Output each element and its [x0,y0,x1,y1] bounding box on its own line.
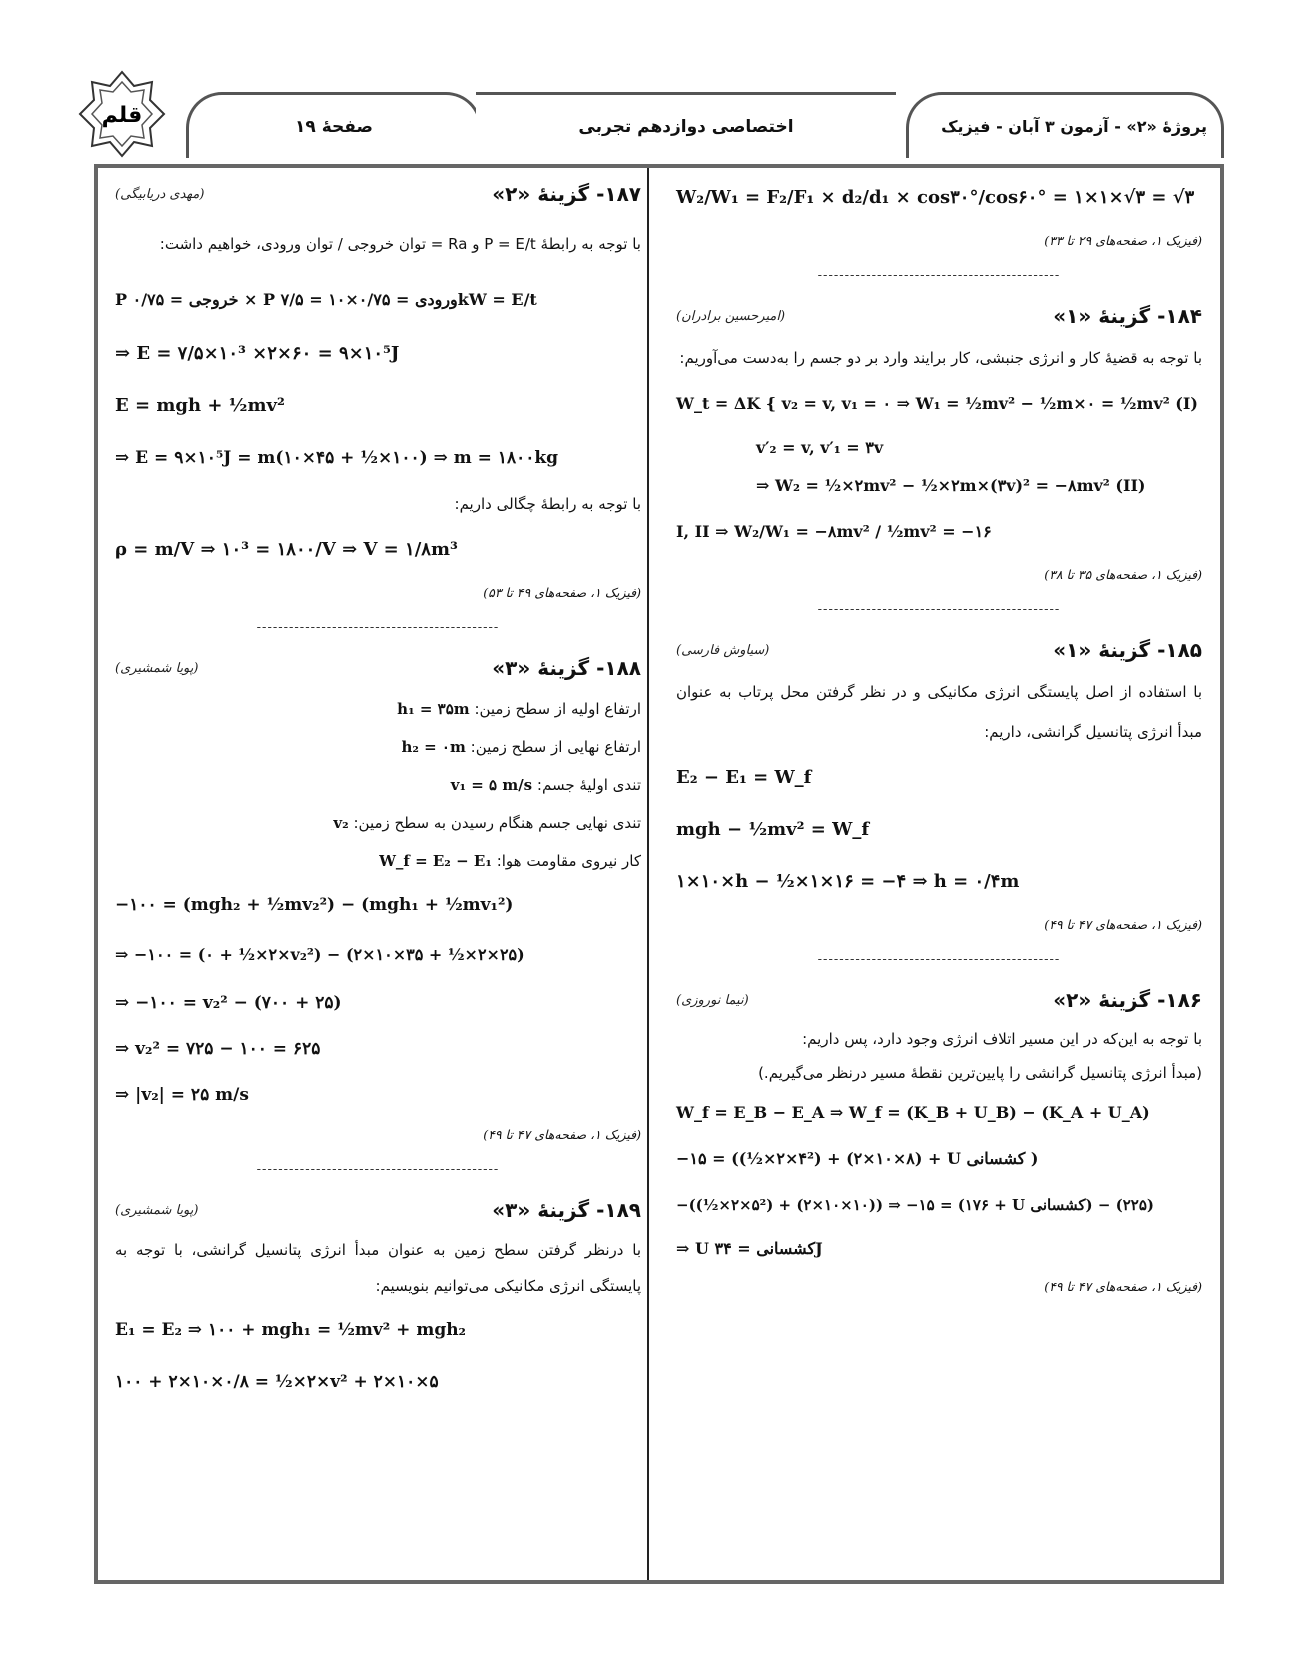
separator: --------------------------------------------- [817,952,1061,967]
answer-title: ۱۸۷- گزینهٔ «۲» [492,182,641,206]
answer-189 [115,1188,641,1408]
answer-186 [676,978,1202,1304]
source-reference: (فیزیک ۱، صفحه‌های ۲۹ تا ۳۳) [1044,233,1202,248]
equation: W₂/W₁ = F₂/F₁ × d₂/d₁ × cos۳۰°/cos۶۰° = ۱×۱×√۳ = √۳ [676,187,1195,208]
author: (امیرحسین برادران) [676,308,786,324]
equation: W_f = E_B − E_A ⇒ W_f = (K_B + U_B) − (K_A + U_A) [676,1103,1150,1122]
equation: I, II ⇒ W₂/W₁ = −۸mv² / ½mv² = −۱۶ [676,522,992,541]
author: (پویا شمشیری) [115,1202,199,1218]
right-column [676,172,1202,1304]
answer-title: ۱۸۶- گزینهٔ «۲» [1053,988,1202,1012]
source-reference: (فیزیک ۱، صفحه‌های ۴۹ تا ۵۳) [483,585,641,600]
equation: ⇒ E = ۷/۵×۱۰³ ×۲×۶۰ = ۹×۱۰⁵J [115,343,400,364]
left-column [115,172,641,1408]
paragraph: با توجه به قضیهٔ کار و انرژی جنبشی، کار برایند وارد بر دو جسم را به‌دست می‌آوریم: [679,349,1202,367]
equation: ρ = m/V ⇒ ۱۰³ = ۱۸۰۰/V ⇒ V = ۱/۸m³ [115,539,458,560]
equation: ⇒ U کشسانی = ۳۴J [676,1239,823,1258]
paragraph: (مبدأ انرژی پتانسیل گرانشی را پایین‌ترین نقطهٔ مسیر درنظر می‌گیریم.) [758,1064,1202,1082]
author: (پویا شمشیری) [115,660,199,676]
equation: ⇒ |v₂| = ۲۵ m/s [115,1085,249,1105]
equation: mgh − ½mv² = W_f [676,819,870,840]
author: (مهدی دریابیگی) [115,186,205,202]
paragraph: با استفاده از اصل پایستگی انرژی مکانیکی و در نظر گرفتن محل پرتاب به عنوان مبدأ انرژی پتانسیل گرانشی، داریم: [676,683,1202,741]
equation: ⇒ −۱۰۰ = (۰ + ½×۲×v₂²) − (۲×۱۰×۳۵ + ½×۲×۲۵) [115,945,525,964]
separator: --------------------------------------------- [817,602,1061,617]
source-reference: (فیزیک ۱، صفحه‌های ۴۷ تا ۴۹) [1044,1279,1202,1294]
paragraph: با درنظر گرفتن سطح زمین به عنوان مبدأ انرژی پتانسیل گرانشی، با توجه به پایستگی انرژی مکانیکی می‌توانیم بنویسیم: [115,1241,641,1295]
variable-line: ارتفاع اولیه از سطح زمین: h₁ = ۳۵m [397,700,641,718]
equation: ⇒ v₂² = ۷۲۵ − ۱۰۰ = ۶۲۵ [115,1039,321,1059]
variable-line: تندی نهایی جسم هنگام رسیدن به سطح زمین: v₂ [333,814,641,832]
svg-text:قلم: قلم [101,103,143,128]
equation: ۱۰۰ + ۲×۱۰×۰/۸ = ½×۲×v² + ۲×۱۰×۵ [115,1372,439,1392]
answer-title: ۱۸۹- گزینهٔ «۳» [492,1198,641,1222]
source-reference: (فیزیک ۱، صفحه‌های ۳۵ تا ۳۸) [1044,567,1202,582]
column-divider [647,168,649,1580]
equation: ⇒ W₂ = ½×۲mv² − ½×۲m×(۳v)² = −۸mv² (II) [756,476,1146,495]
source-reference: (فیزیک ۱، صفحه‌های ۴۷ تا ۴۹) [1044,917,1202,932]
exam-title: اختصاصی دوازدهم تجربی [578,116,794,137]
answer-185 [676,628,1202,978]
separator: --------------------------------------------- [256,1162,500,1177]
answer-188 [115,646,641,1188]
answer-184 [676,294,1202,628]
variable-line: کار نیروی مقاومت هوا: W_f = E₂ − E₁ [379,852,641,870]
answer-187 [115,172,641,646]
equation: ⇒ E = ۹×۱۰⁵J = m(۱۰×۴۵ + ½×۱۰۰) ⇒ m = ۱۸۰۰kg [115,448,559,468]
page-number: صفحهٔ ۱۹ [295,116,373,137]
header-project-tab [906,92,1224,158]
author: (نیما نوروزی) [676,992,749,1008]
equation: E = mgh + ½mv² [115,395,285,416]
source-reference: (فیزیک ۱، صفحه‌های ۴۷ تا ۴۹) [483,1127,641,1142]
equation: W_t = ΔK { v₂ = v, v₁ = ۰ ⇒ W₁ = ½mv² − ½m×۰ = ½mv² (I) [676,394,1198,413]
answer-title: ۱۸۵- گزینهٔ «۱» [1053,638,1202,662]
equation: P خروجی = ۰/۷۵ × P ورودی = ۰/۷۵×۱۰ = ۷/۵kW = E/t [115,290,537,309]
paragraph: با توجه به رابطهٔ P = E/t و Ra = توان خروجی / توان ورودی، خواهیم داشت: [159,235,641,253]
answer-title: ۱۸۴- گزینهٔ «۱» [1053,304,1202,328]
project-title: پروژهٔ «۲» - آزمون ۳ آبان - فیزیک [941,117,1207,136]
header-exam-tab [476,92,896,158]
equation: −((½×۲×۵²) + (۲×۱۰×۱۰)) ⇒ −۱۵ = (۱۷۶ + U کشسانی) − (۲۲۵) [676,1196,1154,1214]
equation: ⇒ −۱۰۰ = v₂² − (۷۰۰ + ۲۵) [115,993,342,1013]
equation: E₂ − E₁ = W_f [676,767,812,788]
answer-title: ۱۸۸- گزینهٔ «۳» [492,656,641,680]
separator: --------------------------------------------- [256,620,500,635]
equation: v′₂ = v, v′₁ = ۳v [756,438,884,457]
publisher-logo [76,68,168,160]
separator: --------------------------------------------- [817,268,1061,283]
author: (سیاوش فارسی) [676,642,770,658]
variable-line: ارتفاع نهایی از سطح زمین: h₂ = ۰m [401,738,641,756]
paragraph: با توجه به رابطهٔ چگالی داریم: [454,495,641,513]
equation: ۱×۱۰×h − ½×۱×۱۶ = −۴ ⇒ h = ۰/۴m [676,871,1020,892]
answer-183-continuation [676,172,1202,294]
equation: −۱۵ = ((½×۲×۴²) + (۲×۱۰×۸) + U کشسانی ) [676,1149,1039,1168]
variable-line: تندی اولیهٔ جسم: v₁ = ۵ m/s [450,776,641,794]
header-page-tab [186,92,482,158]
equation: −۱۰۰ = (mgh₂ + ½mv₂²) − (mgh₁ + ½mv₁²) [115,895,514,915]
paragraph: با توجه به این‌که در این مسیر اتلاف انرژی وجود دارد، پس داریم: [802,1030,1202,1048]
equation: E₁ = E₂ ⇒ ۱۰۰ + mgh₁ = ½mv² + mgh₂ [115,1320,467,1340]
